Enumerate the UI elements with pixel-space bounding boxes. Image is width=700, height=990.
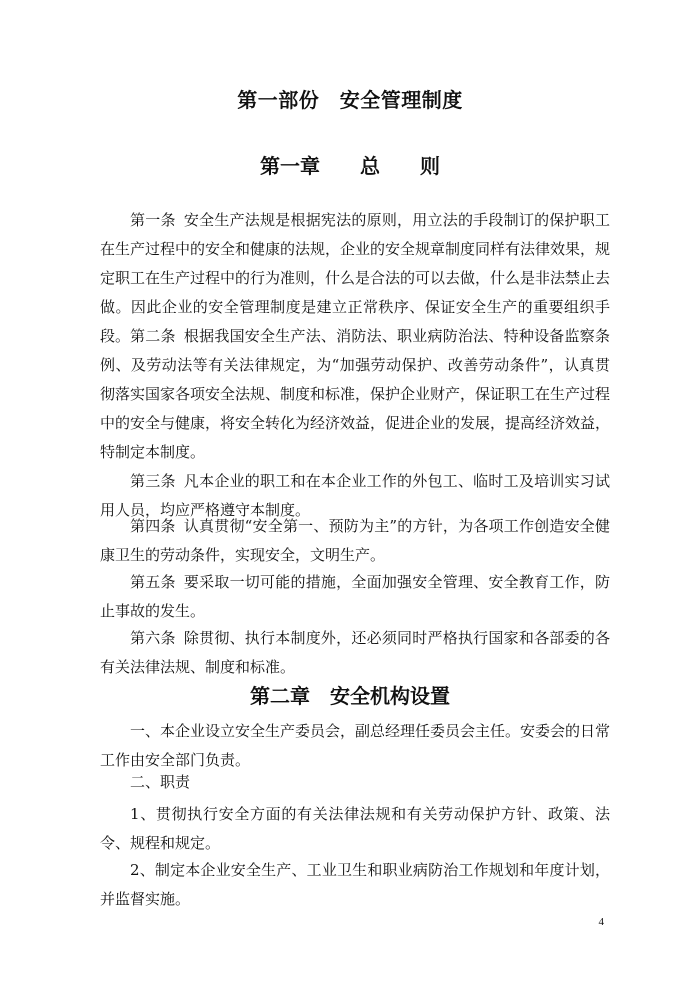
article-label: 第三条 (130, 472, 176, 490)
chapter-2-paragraph: 二、职责 (130, 773, 191, 791)
article-label: 第一条 (130, 211, 176, 229)
article-label: 第二条 (130, 327, 176, 345)
chapter-2-paragraph: 2、制定本企业安全生产、工业卫生和职业病防治工作规划和年度计划，并监督实施。 (100, 861, 610, 908)
chapter-2-paragraph: 1、贯彻执行安全方面的有关法律法规和有关劳动保护方针、政策、法令、规程和规定。 (100, 805, 610, 852)
article-label: 第四条 (130, 517, 176, 535)
article-4 (100, 512, 610, 570)
chapter-2-title: 第二章 安全机构设置 (250, 684, 450, 708)
article-text: 认真贯彻“安全第一、预防为主”的方针，为各项工作创造安全健康卫生的劳动条件，实现安全，文明生产。 (100, 517, 610, 564)
part-title: 第一部份 安全管理制度 (237, 88, 463, 112)
article-label: 第五条 (130, 573, 176, 591)
article-5 (100, 568, 610, 626)
article-label: 第六条 (130, 629, 176, 647)
article-text: 除贯彻、执行本制度外，还必须同时严格执行国家和各部委的各有关法律法规、制度和标准。 (100, 629, 610, 676)
article-text: 要采取一切可能的措施，全面加强安全管理、安全教育工作，防止事故的发生。 (100, 573, 610, 620)
chapter-1-title: 第一章 总 则 (260, 154, 440, 178)
article-text: 根据我国安全生产法、消防法、职业病防治法、特种设备监察条例、及劳动法等有关法律规定，为“加强劳动保护、改善劳动条件”，认真贯彻落实国家各项安全法规、制度和标准，保护企业财产，保证职工在生产过程中的安全与健康，将安全转化为经济效益，促进企业的发展，提高经济效益，特制定本制度。 (100, 327, 611, 461)
chapter-2-paragraph: 一、本企业设立安全生产委员会，副总经理任委员会主任。安委会的日常工作由安全部门负责。 (100, 722, 611, 769)
article-2 (100, 322, 610, 467)
page-number: 4 (598, 916, 604, 928)
article-text: 安全生产法规是根据宪法的原则，用立法的手段制订的保护职工在生产过程中的安全和健康的法规，企业的安全规章制度同样有法律效果，规定职工在生产过程中的行为准则，什么是合法的可以去做，什么是非法禁止去做。因此企业的安全管理制度是建立正常秩序、保证安全生产的重要组织手段。 (100, 211, 611, 345)
article-text: 凡本企业的职工和在本企业工作的外包工、临时工及培训实习试用人员，均应严格遵守本制度。 (100, 472, 610, 519)
article-6 (100, 624, 610, 682)
